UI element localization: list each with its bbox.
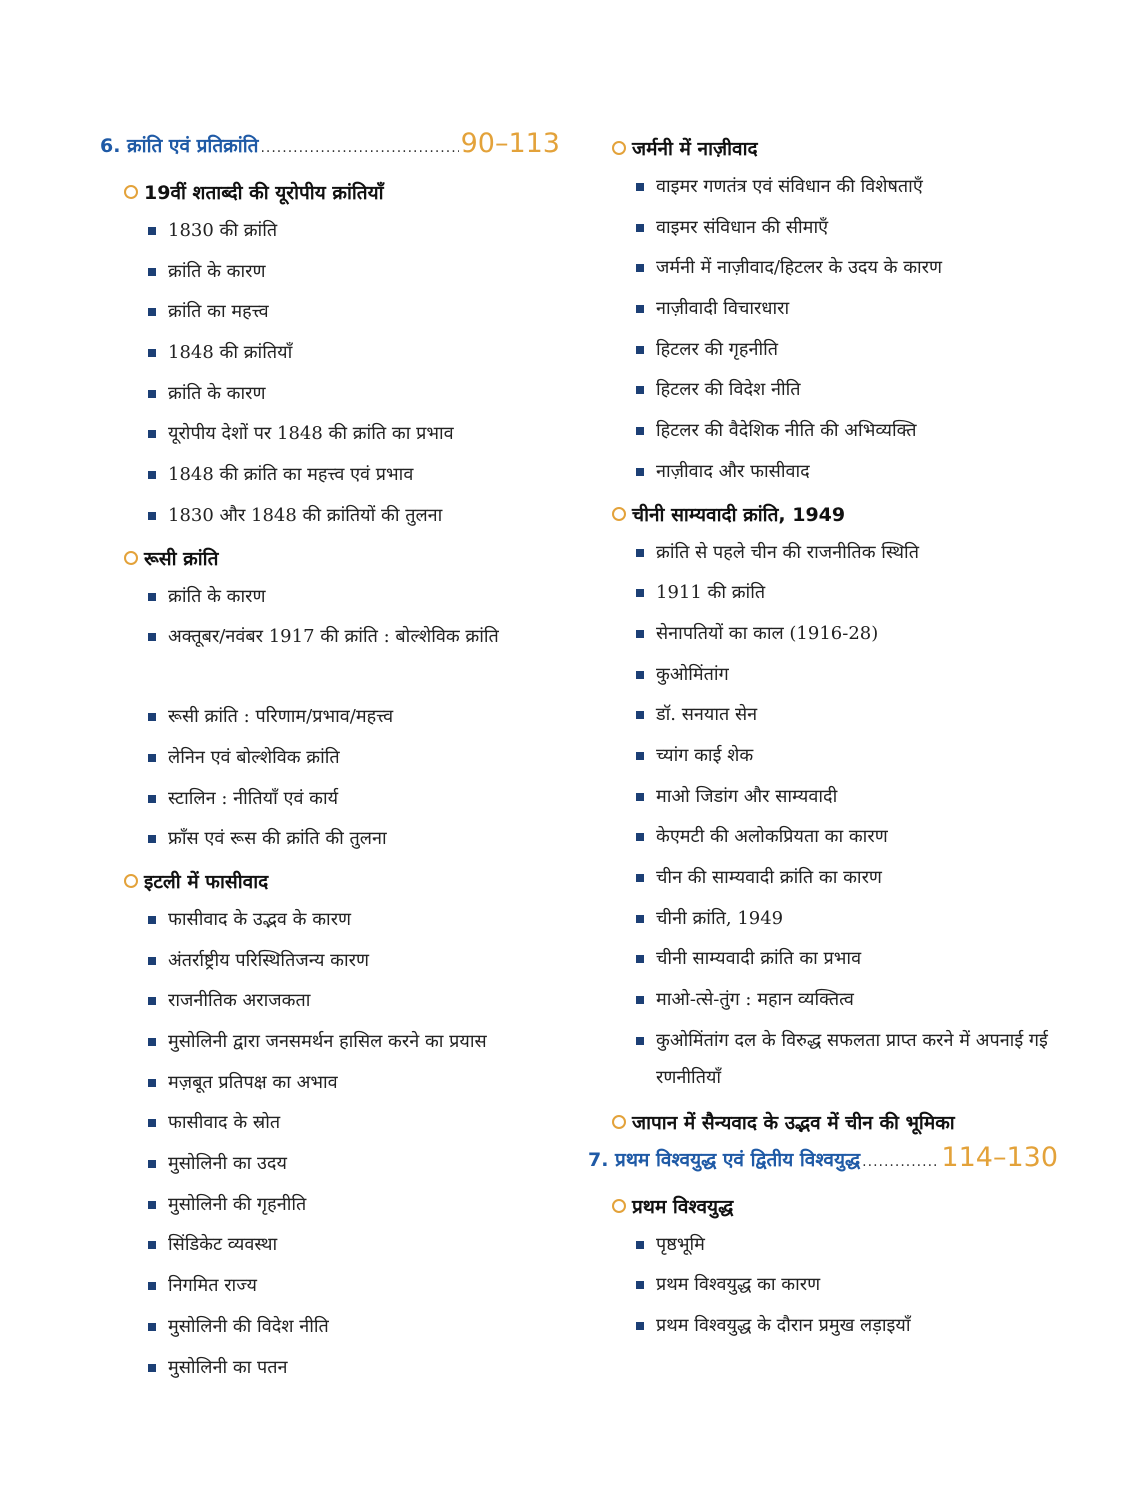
- list-item: [148, 1308, 560, 1349]
- list-item-text: 1911 की क्रांति: [656, 582, 766, 604]
- leader-dots: [862, 1154, 939, 1170]
- list-item-text: क्रांति के कारण: [168, 585, 266, 607]
- list-item-text: प्रथम विश्वयुद्ध के दौरान प्रमुख लड़ाइयाँ: [656, 1315, 911, 1337]
- list-item: [148, 375, 560, 416]
- list-item-text: स्टालिन : नीतियाँ एवं कार्य: [168, 787, 339, 809]
- square-bullet-icon: [636, 1037, 644, 1045]
- chapter-title: 6. क्रांति एवं प्रतिक्रांति: [100, 135, 259, 157]
- list-item: [148, 1064, 560, 1105]
- list-item: [636, 778, 1058, 819]
- square-bullet-icon: [148, 593, 156, 601]
- square-bullet-icon: [148, 795, 156, 803]
- section-heading: [612, 1186, 1058, 1226]
- section-title: जापान में सैन्यवाद के उद्भव में चीन की भूमिका: [632, 1111, 955, 1134]
- list-item: [636, 696, 1058, 737]
- list-item: [636, 574, 1058, 615]
- list-item: [148, 497, 560, 538]
- list-item: [636, 168, 1058, 209]
- list-item-text: च्यांग काई शेक: [656, 744, 754, 766]
- list-item-text: क्रांति का महत्त्व: [168, 301, 269, 323]
- square-bullet-icon: [636, 955, 644, 963]
- square-bullet-icon: [148, 227, 156, 235]
- list-item: [636, 1226, 1058, 1267]
- list-item: [636, 981, 1058, 1022]
- section-title: प्रथम विश्वयुद्ध: [632, 1195, 734, 1218]
- square-bullet-icon: [636, 874, 644, 882]
- list-item: [148, 901, 560, 942]
- square-bullet-icon: [636, 833, 644, 841]
- square-bullet-icon: [636, 183, 644, 191]
- section-title: 19वीं शताब्दी की यूरोपीय क्रांतियाँ: [144, 182, 384, 204]
- section-title: चीनी साम्यवादी क्रांति, 1949: [632, 503, 846, 526]
- ring-bullet-icon: [612, 1199, 626, 1213]
- list-item-text: 1848 की क्रांति का महत्त्व एवं प्रभाव: [168, 464, 414, 486]
- square-bullet-icon: [148, 835, 156, 843]
- chapter-pages: 90–113: [460, 128, 560, 159]
- list-item-text: चीनी क्रांति, 1949: [656, 907, 784, 929]
- list-item-text: हिटलर की विदेश नीति: [656, 379, 801, 401]
- list-item-text: सेनापतियों का काल (1916-28): [656, 622, 879, 644]
- list-item: [636, 656, 1058, 697]
- ring-bullet-icon: [124, 551, 138, 565]
- right-column: [588, 128, 1058, 1348]
- list-item-text: लेनिन एवं बोल्शेविक क्रांति: [168, 746, 340, 768]
- list-item: [636, 331, 1058, 372]
- square-bullet-icon: [636, 589, 644, 597]
- list-item-text: नाज़ीवादी विचारधारा: [656, 298, 790, 320]
- list-item-text: डॉ. सनयात सेन: [656, 704, 758, 726]
- list-item-text: मुसोलिनी द्वारा जनसमर्थन हासिल करने का प्रयास: [168, 1031, 487, 1052]
- list-item-text: राजनीतिक अराजकता: [168, 990, 311, 1012]
- square-bullet-icon: [148, 1119, 156, 1127]
- list-item-text: हिटलर की गृहनीति: [656, 338, 779, 360]
- list-item-text: माओ-त्से-तुंग : महान व्यक्तित्व: [656, 989, 854, 1011]
- list-item: [148, 698, 560, 739]
- list-item-text: अक्तूबर/नवंबर 1917 की क्रांति : बोल्शेविक क्रांति: [168, 626, 499, 648]
- list-item: [636, 1022, 1058, 1102]
- list-item-text: फासीवाद के उद्भव के कारण: [168, 908, 352, 930]
- list-item: [636, 534, 1058, 575]
- list-item-text: क्रांति के कारण: [168, 260, 266, 282]
- list-item-text: फासीवाद के स्रोत: [168, 1112, 281, 1134]
- list-item: [148, 415, 560, 456]
- list-item-text: 1830 और 1848 की क्रांतियों की तुलना: [168, 504, 443, 526]
- list-item-text: क्रांति से पहले चीन की राजनीतिक स्थिति: [656, 541, 919, 563]
- ring-bullet-icon: [124, 185, 138, 199]
- square-bullet-icon: [148, 1201, 156, 1209]
- list-item-text: मुसोलिनी की विदेश नीति: [168, 1315, 329, 1337]
- list-item-text: कुओमिंतांग: [656, 663, 729, 685]
- square-bullet-icon: [148, 1079, 156, 1087]
- list-item-text: वाइमर गणतंत्र एवं संविधान की विशेषताएँ: [656, 176, 923, 197]
- list-item: [636, 1307, 1058, 1348]
- list-item: [148, 212, 560, 253]
- list-item-text: 1830 की क्रांति: [168, 220, 278, 241]
- square-bullet-icon: [148, 1282, 156, 1290]
- square-bullet-icon: [636, 224, 644, 232]
- square-bullet-icon: [148, 1038, 156, 1046]
- ring-bullet-icon: [612, 141, 626, 155]
- list-item: [148, 1104, 560, 1145]
- square-bullet-icon: [148, 430, 156, 438]
- square-bullet-icon: [148, 1160, 156, 1168]
- square-bullet-icon: [636, 1322, 644, 1330]
- chapter-6-heading: [100, 128, 560, 168]
- square-bullet-icon: [148, 1364, 156, 1372]
- square-bullet-icon: [148, 997, 156, 1005]
- section-heading: [612, 494, 1058, 534]
- square-bullet-icon: [636, 996, 644, 1004]
- list-item: [636, 900, 1058, 941]
- ring-bullet-icon: [612, 507, 626, 521]
- chapter-7-heading: [588, 1142, 1058, 1182]
- list-item-text: मज़बूत प्रतिपक्ष का अभाव: [168, 1071, 338, 1093]
- list-item-text: चीनी साम्यवादी क्रांति का प्रभाव: [656, 948, 862, 970]
- list-item: [148, 334, 560, 375]
- list-item: [148, 293, 560, 334]
- list-item: [636, 737, 1058, 778]
- list-item: [636, 371, 1058, 412]
- list-item-text: माओ जिडांग और साम्यवादी: [656, 785, 838, 807]
- ring-bullet-icon: [124, 874, 138, 888]
- square-bullet-icon: [636, 915, 644, 923]
- list-item: [148, 1023, 560, 1064]
- square-bullet-icon: [148, 916, 156, 924]
- list-item-text: निगमित राज्य: [168, 1275, 257, 1297]
- list-item: [636, 249, 1058, 290]
- list-item: [636, 859, 1058, 900]
- list-item: [636, 940, 1058, 981]
- list-item-text: मुसोलिनी की गृहनीति: [168, 1193, 307, 1215]
- right-sections-after: [588, 1186, 1058, 1348]
- square-bullet-icon: [148, 268, 156, 276]
- list-item-text: प्रथम विश्वयुद्ध का कारण: [656, 1274, 821, 1296]
- square-bullet-icon: [148, 1323, 156, 1331]
- list-item: [636, 209, 1058, 250]
- list-item: [148, 820, 560, 861]
- list-item: [148, 1349, 560, 1390]
- list-item-text: जर्मनी में नाज़ीवाद/हिटलर के उदय के कारण: [656, 257, 943, 279]
- list-item: [148, 618, 560, 698]
- list-item-text: फ्राँस एवं रूस की क्रांति की तुलना: [168, 828, 387, 850]
- chapter-title: 7. प्रथम विश्वयुद्ध एवं द्वितीय विश्वयुद्ध: [588, 1148, 861, 1171]
- chapter-pages: 114–130: [941, 1141, 1058, 1173]
- square-bullet-icon: [636, 752, 644, 760]
- list-item-text: रूसी क्रांति : परिणाम/प्रभाव/महत्त्व: [168, 706, 394, 728]
- square-bullet-icon: [636, 468, 644, 476]
- square-bullet-icon: [148, 633, 156, 641]
- square-bullet-icon: [148, 713, 156, 721]
- list-item: [148, 1186, 560, 1227]
- square-bullet-icon: [636, 549, 644, 557]
- list-item-text: वाइमर संविधान की सीमाएँ: [656, 216, 829, 238]
- square-bullet-icon: [636, 711, 644, 719]
- section-heading: [612, 128, 1058, 168]
- section-title: इटली में फासीवाद: [144, 870, 269, 893]
- section-title: जर्मनी में नाज़ीवाद: [632, 138, 758, 160]
- section-heading: [612, 1102, 1058, 1142]
- square-bullet-icon: [636, 305, 644, 313]
- square-bullet-icon: [148, 349, 156, 357]
- ring-bullet-icon: [612, 1115, 626, 1129]
- list-item: [148, 982, 560, 1023]
- list-item: [148, 942, 560, 983]
- square-bullet-icon: [636, 630, 644, 638]
- list-item-text: पृष्ठभूमि: [656, 1233, 705, 1255]
- square-bullet-icon: [636, 264, 644, 272]
- square-bullet-icon: [636, 793, 644, 801]
- list-item: [148, 1226, 560, 1267]
- section-heading: [124, 861, 560, 901]
- list-item-text: मुसोलिनी का पतन: [168, 1356, 288, 1378]
- list-item: [148, 739, 560, 780]
- list-item: [636, 818, 1058, 859]
- list-item: [148, 456, 560, 497]
- list-item-text: 1848 की क्रांतियाँ: [168, 342, 293, 364]
- list-item: [148, 1145, 560, 1186]
- square-bullet-icon: [148, 957, 156, 965]
- square-bullet-icon: [636, 386, 644, 394]
- list-item-text: मुसोलिनी का उदय: [168, 1153, 287, 1175]
- left-sections: [100, 172, 560, 1389]
- square-bullet-icon: [636, 427, 644, 435]
- section-heading: [124, 538, 560, 578]
- list-item: [636, 615, 1058, 656]
- list-item-text: सिंडिकेट व्यवस्था: [168, 1234, 278, 1256]
- list-item: [148, 780, 560, 821]
- square-bullet-icon: [636, 346, 644, 354]
- list-item: [636, 412, 1058, 453]
- list-item: [148, 578, 560, 619]
- list-item-text: यूरोपीय देशों पर 1848 की क्रांति का प्रभाव: [168, 423, 454, 445]
- section-title: रूसी क्रांति: [144, 547, 219, 570]
- list-item-text: चीन की साम्यवादी क्रांति का कारण: [656, 867, 882, 888]
- square-bullet-icon: [148, 512, 156, 520]
- list-item: [148, 1267, 560, 1308]
- right-sections-before: [588, 128, 1058, 1142]
- list-item-text: कुओमिंतांग दल के विरुद्ध सफलता प्राप्त करने में अपनाई गई रणनीतियाँ: [656, 1029, 1048, 1088]
- square-bullet-icon: [148, 1241, 156, 1249]
- square-bullet-icon: [148, 754, 156, 762]
- square-bullet-icon: [148, 308, 156, 316]
- list-item: [636, 290, 1058, 331]
- list-item-text: केएमटी की अलोकप्रियता का कारण: [656, 826, 888, 848]
- list-item: [636, 453, 1058, 494]
- list-item: [148, 253, 560, 294]
- list-item-text: नाज़ीवाद और फासीवाद: [656, 460, 810, 482]
- leader-dots: [260, 140, 458, 156]
- square-bullet-icon: [148, 471, 156, 479]
- left-column: [100, 128, 560, 1389]
- list-item-text: क्रांति के कारण: [168, 382, 266, 404]
- list-item-text: हिटलर की वैदेशिक नीति की अभिव्यक्ति: [656, 420, 917, 442]
- square-bullet-icon: [636, 1241, 644, 1249]
- square-bullet-icon: [636, 671, 644, 679]
- section-heading: [124, 172, 560, 212]
- list-item-text: अंतर्राष्ट्रीय परिस्थितिजन्य कारण: [168, 949, 370, 971]
- list-item: [636, 1266, 1058, 1307]
- square-bullet-icon: [148, 390, 156, 398]
- square-bullet-icon: [636, 1281, 644, 1289]
